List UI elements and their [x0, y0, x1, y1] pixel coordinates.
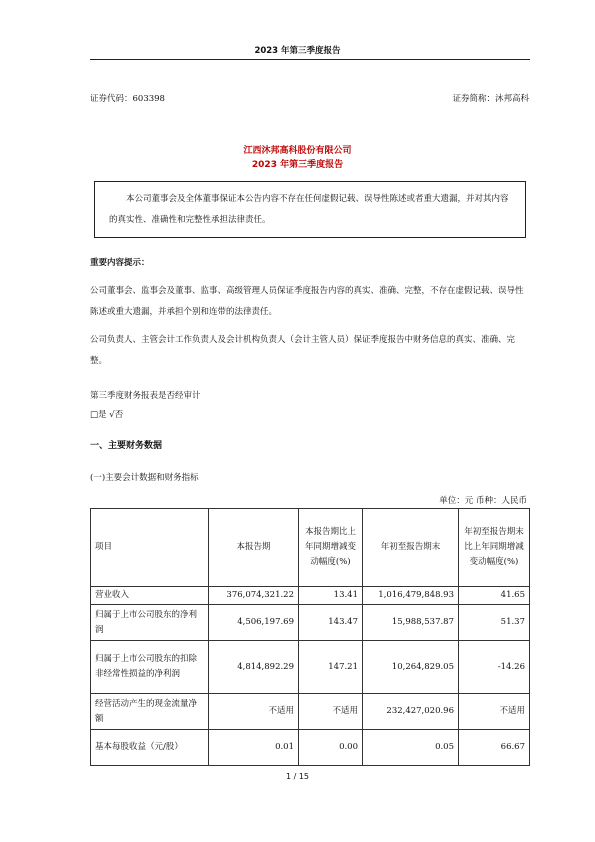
important-paragraph-2: 公司负责人、主管会计工作负责人及会计机构负责人（会计主管人员）保证季度报告中财务信息的真实、准确、完整。	[90, 335, 516, 366]
audit-question: 第三季度财务报表是否经审计	[90, 391, 201, 401]
row-ytd-yoy: 51.37	[459, 605, 530, 641]
row-yoy: 147.21	[299, 641, 363, 694]
header-item: 项目	[91, 509, 209, 587]
row-item: 经营活动产生的现金流量净额	[91, 694, 209, 730]
row-current: 376,074,321.22	[209, 587, 299, 605]
row-ytd: 232,427,020.96	[363, 694, 459, 730]
row-ytd: 0.05	[363, 730, 459, 766]
security-code-label: 证券代码：	[90, 94, 133, 104]
important-paragraph-1: 公司董事会、监事会及董事、监事、高级管理人员保证季度报告内容的真实、准确、完整，不存在虚假记载、误导性陈述或重大遗漏，并承担个别和连带的法律责任。	[90, 286, 524, 317]
row-ytd: 15,988,537.87	[363, 605, 459, 641]
row-ytd-yoy: 不适用	[459, 694, 530, 730]
row-item: 归属于上市公司股东的净利润	[91, 605, 209, 641]
row-yoy: 不适用	[299, 694, 363, 730]
table-row	[91, 730, 530, 766]
security-code	[90, 92, 165, 104]
header-ytd: 年初至报告期末	[363, 509, 459, 587]
row-yoy: 0.00	[299, 730, 363, 766]
row-current: 4,506,197.69	[209, 605, 299, 641]
table-row	[91, 605, 530, 641]
header-yoy: 本报告期比上年同期增减变动幅度(%)	[299, 509, 363, 587]
row-item: 营业收入	[91, 587, 209, 605]
page-header-title: 2023 年第三季度报告	[254, 46, 341, 56]
table-row	[91, 694, 530, 730]
row-yoy: 143.47	[299, 605, 363, 641]
company-name: 江西沐邦高科股份有限公司	[243, 146, 352, 156]
row-ytd-yoy: -14.26	[459, 641, 530, 694]
row-yoy: 13.41	[299, 587, 363, 605]
row-ytd: 10,264,829.05	[363, 641, 459, 694]
header-current: 本报告期	[209, 509, 299, 587]
important-notice-title: 重要内容提示：	[90, 258, 150, 268]
row-ytd-yoy: 41.65	[459, 587, 530, 605]
row-item: 归属于上市公司股东的扣除非经常性损益的净利润	[91, 641, 209, 694]
financial-data-table	[90, 508, 530, 766]
audit-answer: □是 √否	[90, 410, 124, 420]
row-current: 0.01	[209, 730, 299, 766]
section-title: 一、主要财务数据	[90, 441, 163, 451]
table-row	[91, 587, 530, 605]
subsection-title: (一)主要会计数据和财务指标	[90, 473, 199, 483]
security-code-value: 603398	[132, 94, 165, 104]
header-ytd-yoy: 年初至报告期末比上年同期增减变动幅度(%)	[459, 509, 530, 587]
row-ytd: 1,016,479,848.93	[363, 587, 459, 605]
row-current: 不适用	[209, 694, 299, 730]
header-divider	[90, 59, 530, 60]
row-item: 基本每股收益（元/股）	[91, 730, 209, 766]
security-abbreviation	[452, 92, 529, 104]
row-ytd-yoy: 66.67	[459, 730, 530, 766]
report-name: 2023 年第三季度报告	[251, 160, 344, 170]
table-row	[91, 641, 530, 694]
security-abbr-value: 沐邦高科	[494, 94, 529, 104]
unit-currency-line: 单位：元 币种：人民币	[439, 496, 527, 506]
page-number: 1 / 15	[285, 772, 310, 781]
row-current: 4,814,892.29	[209, 641, 299, 694]
board-guarantee-notice: 本公司董事会及全体董事保证本公告内容不存在任何虚假记载、误导性陈述或者重大遗漏，并对其内容的真实性、准确性和完整性承担法律责任。	[94, 181, 526, 238]
table-header-row	[91, 509, 530, 587]
security-abbr-label: 证券简称：	[452, 94, 495, 104]
